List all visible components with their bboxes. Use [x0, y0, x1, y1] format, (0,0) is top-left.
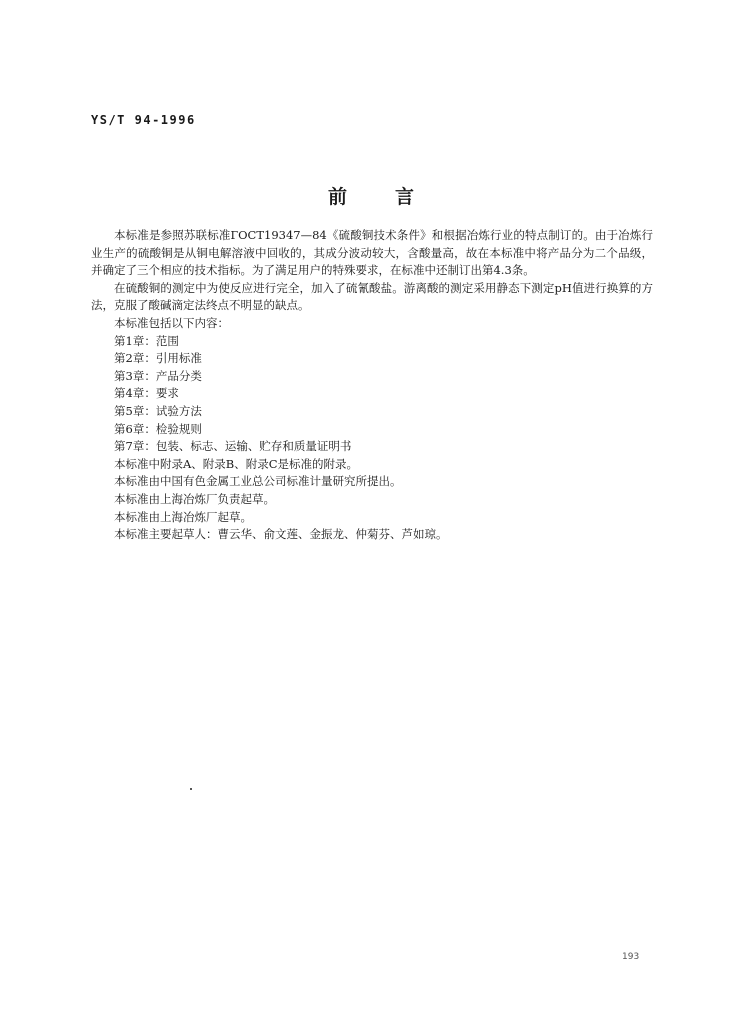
chapter-item: 第7章：包装、标志、运输、贮存和质量证明书	[114, 439, 352, 454]
chapter-item: 第1章：范围	[114, 333, 179, 348]
page-title: 前言	[327, 186, 462, 208]
standard-code: YS/T 94-1996	[91, 113, 196, 127]
page-number: 193	[622, 952, 640, 962]
scan-artifact-dot	[190, 788, 192, 790]
closing-line-responsible: 本标准由上海冶炼厂负责起草。	[114, 491, 275, 506]
paragraph-intro: 本标准是参照苏联标准ГОСТ19347—84《硫酸铜技术条件》和根据冶炼行业的特点制订的。由于冶炼行业生产的硫酸铜是从铜电解溶液中回收的，其成分波动较大，含酸量高，故在本标准中将产品分为二个品级，并确定了三个相应的技术指标。为了满足用户的特殊要求，在标准中还制订出第4.3条。	[91, 228, 653, 278]
document-body	[91, 227, 653, 544]
chapter-item: 第6章：检验规则	[114, 421, 202, 436]
chapter-item: 第3章：产品分类	[114, 368, 202, 383]
closing-line-appendix: 本标准中附录A、附录B、附录C是标准的附录。	[114, 456, 359, 471]
closing-line-proposer: 本标准由中国有色金属工业总公司标准计量研究所提出。	[114, 474, 402, 489]
chapter-item: 第2章：引用标准	[114, 351, 202, 366]
contents-intro: 本标准包括以下内容：	[114, 315, 229, 330]
chapter-item: 第4章：要求	[114, 386, 179, 401]
closing-line-drafter: 本标准由上海冶炼厂起草。	[114, 509, 252, 524]
chapter-item: 第5章：试验方法	[114, 403, 202, 418]
closing-line-authors: 本标准主要起草人：曹云华、俞文莲、金振龙、仲菊芬、芦如琼。	[114, 527, 448, 542]
paragraph-method: 在硫酸铜的测定中为使反应进行完全，加入了硫氰酸盐。游离酸的测定采用静态下测定pH值进行换算的方法，克服了酸碱滴定法终点不明显的缺点。	[91, 280, 653, 313]
